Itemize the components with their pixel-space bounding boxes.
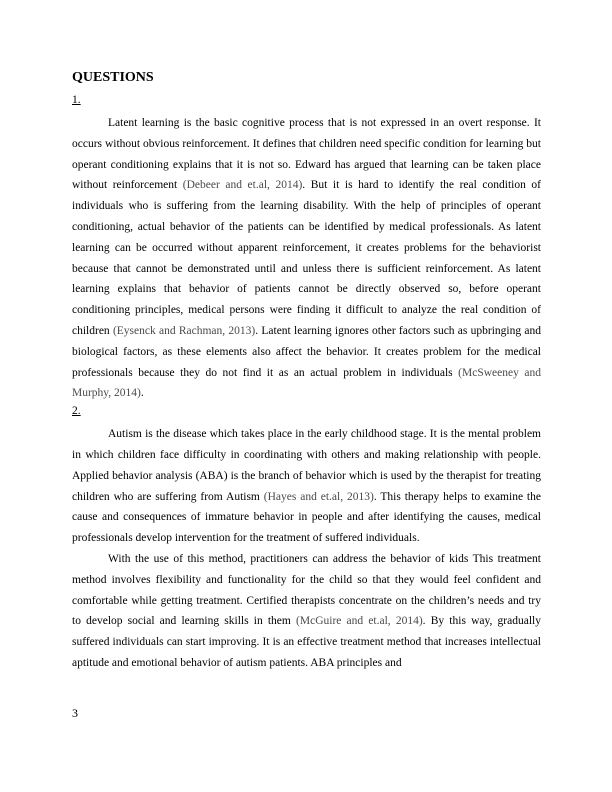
citation: (McGuire and et.al, 2014): [296, 615, 423, 628]
document-body: [72, 68, 541, 674]
body-paragraph: [72, 424, 541, 549]
text-run: .: [140, 387, 144, 400]
text-run: . By this way, gradually suffered individuals can start improving. It is an effective treatment method that increases intellectual aptitude and emotional behavior of autism patients. ABA principles and: [72, 615, 541, 669]
text-run: Autism is the disease which takes place in the early childhood stage. It is the mental problem in which children face difficulty in coordinating with others and making relationship with people. Applied behavior analysis (ABA) is the branch of behavior which is used by the therapist for treating children who are suffering from Autism: [72, 428, 541, 503]
citation: (Eysenck and Rachman, 2013): [112, 324, 256, 337]
body-paragraph: [72, 549, 541, 674]
text-run: . Latent learning ignores other factors such as upbringing and biological factors, as these elements also affect the behavior. It creates problem for the medical professionals because they do not find it as an actual problem in individuals: [72, 324, 541, 379]
text-run: . This therapy helps to examine the cause and consequences of immature behavior in people and after identifying the causes, medical professionals develop intervention for the treatment of suffered individuals.: [72, 490, 541, 545]
page-title: QUESTIONS: [72, 70, 154, 85]
citation: (Hayes and et.al, 2013): [263, 490, 374, 503]
citation: (Debeer and et.al, 2014): [182, 179, 303, 192]
page-number: 3: [72, 706, 78, 720]
question-number: 2.: [72, 405, 81, 418]
text-run: With the use of this method, practitioners can address the behavior of kids This treatment method involves flexibility and functionality for the child so that they would feel confident and comfortable while getting treatment. Certified therapists concentrate on the children’s needs and try to develop social and learning skills in them: [72, 552, 541, 628]
question-1: [72, 93, 541, 404]
body-paragraph: [72, 113, 541, 404]
citation: (McSweeney and Murphy, 2014): [72, 366, 541, 400]
question-number: 1.: [72, 94, 81, 106]
text-run: Latent learning is the basic cognitive process that is not expressed in an overt response. It occurs without obvious reinforcement. It defines that children need specific condition for learning but operant conditioning explains that it is not so. Edward has argued that learning can be taken place without reinforcement: [72, 117, 541, 192]
text-run: . But it is hard to identify the real condition of individuals who is suffering from the learning disability. With the help of principles of operant conditioning, actual behavior of the patients can be identified by medical professionals. As latent learning can be occurred without apparent reinforcement, it creates problems for the behaviorist because that cannot be demonstrated until and unless there is sufficient reinforcement. As latent learning explains that behavior of patients cannot be directly observed so, before operant conditioning principles, medical persons were finding it difficult to analyze the real condition of children: [72, 179, 541, 337]
question-2: [72, 404, 541, 674]
